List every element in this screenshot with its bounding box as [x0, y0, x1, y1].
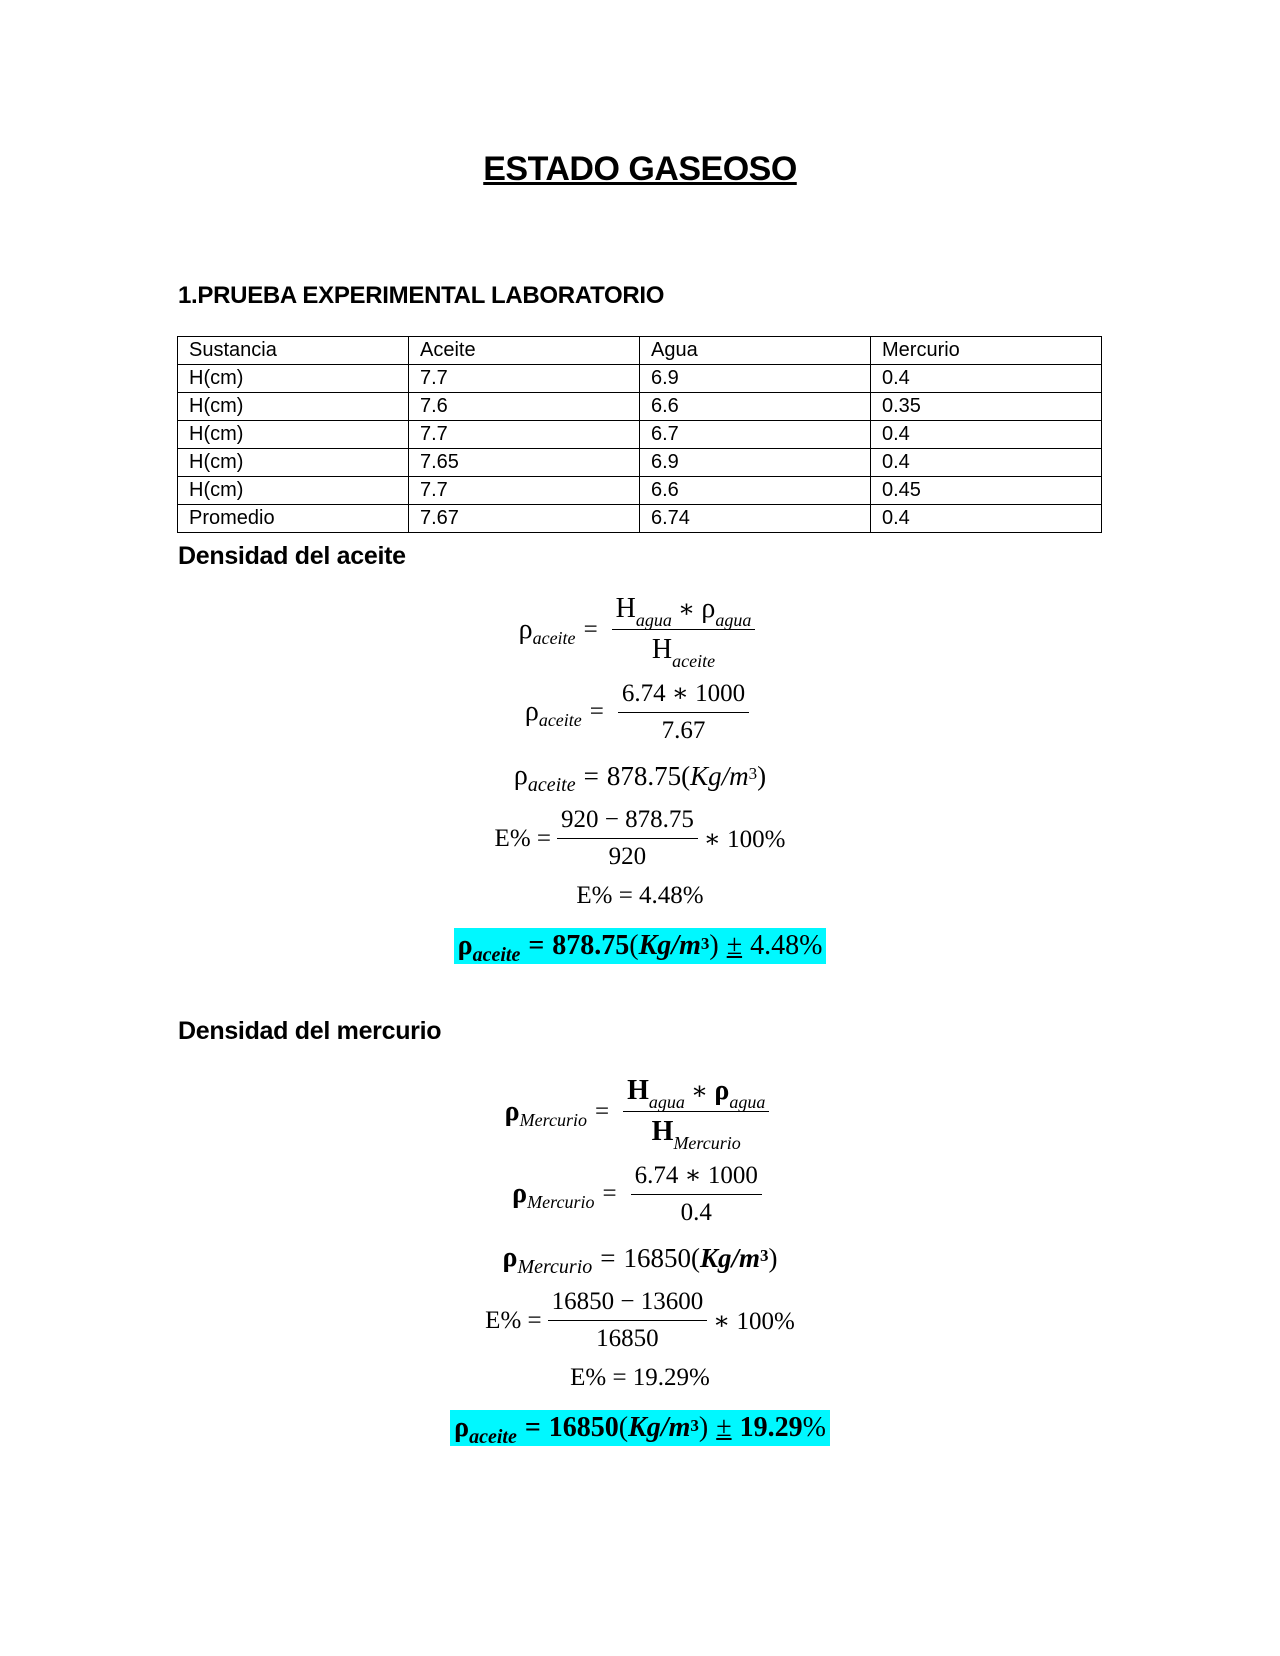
- formula-aceite: ρ aceite = $\frac{H_{agua} ∗ \rho_{agua}}{H_{aceite}}$: [0, 593, 1280, 666]
- heading-densidad-aceite: Densidad del aceite: [178, 542, 406, 570]
- table-cell: H(cm): [178, 365, 409, 393]
- error-result-mercurio: E% = 19.29%: [570, 1364, 710, 1391]
- fraction: $\frac{H_{agua} ∗ \rho_{agua}}{H_{Mercurio}}$: [623, 1075, 769, 1148]
- highlighted-result: ρ aceite = 878.75 ( Kg / m $^3$ ) ± 4.48%: [454, 928, 827, 964]
- fraction: $\frac{920 - 878.75}{920}$: [557, 806, 698, 871]
- result-aceite: ρ aceite = 878.75 ( Kg / m $^3$ ): [513, 760, 767, 796]
- table-cell: 0.35: [871, 393, 1102, 421]
- error-formula-aceite: E% = $\frac{920 - 878.75}{920}$ ∗ 100%: [494, 806, 786, 870]
- formula-mercurio: ρ Mercurio = $\frac{H_{agua} ∗ \rho_{agua}}{H_{Mercurio}}$: [0, 1075, 1280, 1148]
- fraction: $\frac{H_{agua} ∗ \rho_{agua}}{H_{aceite}}$: [612, 593, 756, 666]
- rho-symbol: ρ: [518, 613, 533, 645]
- table-cell: Promedio: [178, 505, 409, 533]
- table-cell: 6.9: [640, 365, 871, 393]
- table-header-row: [178, 337, 1102, 365]
- table-cell: H(cm): [178, 393, 409, 421]
- fraction: $\frac{6.74 ∗ 1000}{7.67}$: [618, 678, 749, 745]
- table-cell: H(cm): [178, 477, 409, 505]
- table-row: [178, 477, 1102, 505]
- table-cell: 0.4: [871, 421, 1102, 449]
- table-cell: 6.9: [640, 449, 871, 477]
- table-cell: 6.7: [640, 421, 871, 449]
- error-result-aceite: E% = 4.48%: [576, 882, 704, 909]
- error-formula-mercurio: E% = $\frac{16850 - 13600}{16850}$ ∗ 100%: [485, 1288, 795, 1352]
- table-cell: H(cm): [178, 421, 409, 449]
- table-cell: 7.65: [409, 449, 640, 477]
- table-row: [178, 365, 1102, 393]
- result-mercurio: ρ Mercurio = 16850 ( Kg / m $^3$ ): [502, 1242, 778, 1278]
- table-cell: 6.74: [640, 505, 871, 533]
- table-cell: 0.4: [871, 505, 1102, 533]
- final-result-mercurio: [0, 1410, 1280, 1446]
- table-cell: 7.7: [409, 421, 640, 449]
- substitution-aceite: ρ aceite = $\frac{6.74 ∗ 1000}{7.67}$: [0, 678, 1280, 745]
- data-table: [177, 336, 1102, 533]
- substitution-mercurio: ρ Mercurio = $\frac{6.74 ∗ 1000}{0.4}$: [0, 1160, 1280, 1227]
- page-title: ESTADO GASEOSO: [483, 150, 797, 188]
- table-cell: H(cm): [178, 449, 409, 477]
- table-cell: 0.4: [871, 365, 1102, 393]
- table-header-cell: Agua: [640, 337, 871, 365]
- table-cell: 7.7: [409, 365, 640, 393]
- section-heading-experimental: 1.PRUEBA EXPERIMENTAL LABORATORIO: [178, 282, 665, 309]
- table-row: [178, 393, 1102, 421]
- table-row: [178, 449, 1102, 477]
- table-row-average: [178, 505, 1102, 533]
- table-row: [178, 421, 1102, 449]
- table-cell: 7.7: [409, 477, 640, 505]
- table-cell: 0.45: [871, 477, 1102, 505]
- table-cell: 7.6: [409, 393, 640, 421]
- table-header-cell: Sustancia: [178, 337, 409, 365]
- table-cell: 6.6: [640, 477, 871, 505]
- fraction: $\frac{16850 - 13600}{16850}$: [548, 1288, 708, 1353]
- heading-densidad-mercurio: Densidad del mercurio: [178, 1017, 442, 1045]
- table-header-cell: Mercurio: [871, 337, 1102, 365]
- table-cell: 6.6: [640, 393, 871, 421]
- table-cell: 7.67: [409, 505, 640, 533]
- final-result-aceite: [0, 928, 1280, 964]
- table-header-cell: Aceite: [409, 337, 640, 365]
- table-cell: 0.4: [871, 449, 1102, 477]
- fraction: $\frac{6.74 ∗ 1000}{0.4}$: [631, 1160, 762, 1227]
- highlighted-result: ρ aceite = 16850 ( Kg / m $^3$ ) ± 19.29 %: [450, 1410, 830, 1446]
